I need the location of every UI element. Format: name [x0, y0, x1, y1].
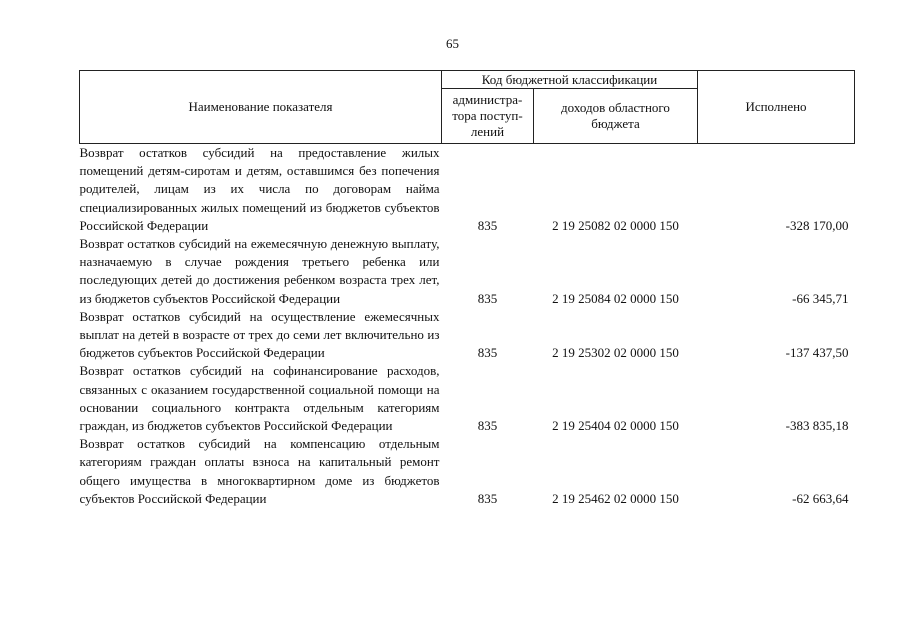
table-row: [80, 144, 855, 236]
row-budget-code: 2 19 25404 02 0000 150: [552, 418, 679, 434]
row-budget-code: 2 19 25462 02 0000 150: [552, 490, 679, 506]
header-budget-classification: Код бюджетной классификации: [442, 71, 698, 89]
row-name: Возврат остатков субсидий на осуществление ежемесячных выплат на детей в возрасте от трех до семи лет включительно из бюджетов субъектов Российской Федерации: [79, 308, 440, 361]
table-row: [80, 362, 855, 435]
row-name: Возврат остатков субсидий на компенсацию отдельным категориям граждан оплаты взноса на капитальный ремонт общего имущества в многоквартирном доме из бюджетов субъектов Российской Федерации: [79, 436, 440, 506]
row-name: Возврат остатков субсидий на софинансирование расходов, связанных с оказанием государственной социальной помощи на основании социального контракта отдельным категориям граждан, из бюджетов субъектов Российской Федерации: [79, 363, 440, 434]
row-administrator-code: 835: [477, 490, 498, 506]
header-administrator-text: администра- тора поступ- лений: [452, 92, 523, 139]
row-executed-amount: -137 437,50: [785, 345, 849, 361]
header-executed: Исполнено: [698, 71, 855, 144]
table-body: [80, 144, 855, 509]
row-administrator-code: 835: [477, 345, 498, 361]
page-number: 65: [446, 36, 459, 51]
row-name: Возврат остатков субсидий на предоставление жилых помещений детям-сиротам и детям, оставшимся без попечения родителей, лицам из их числа по договорам найма специализированных жилых помещений из бюджетов субъектов Российской Федерации: [79, 145, 440, 233]
row-administrator-code: 835: [477, 217, 498, 233]
header-administrator: [442, 89, 534, 144]
row-budget-code: 2 19 25302 02 0000 150: [552, 345, 679, 361]
row-executed-amount: -66 345,71: [792, 290, 849, 306]
header-regional-income: доходов областного бюджета: [534, 89, 698, 144]
table-row: [80, 308, 855, 363]
row-executed-amount: -383 835,18: [785, 418, 849, 434]
table-row: [80, 435, 855, 508]
budget-table: [79, 70, 855, 508]
row-executed-amount: -62 663,64: [792, 490, 849, 506]
row-budget-code: 2 19 25084 02 0000 150: [552, 290, 679, 306]
table-row: [80, 235, 855, 308]
row-budget-code: 2 19 25082 02 0000 150: [552, 217, 679, 233]
row-administrator-code: 835: [477, 418, 498, 434]
row-executed-amount: -328 170,00: [785, 217, 849, 233]
row-name: Возврат остатков субсидий на ежемесячную денежную выплату, назначаемую в случае рождения третьего ребенка или последующих детей до достижения ребенком возраста трех лет, из бюджетов субъектов Российской Федерации: [79, 236, 440, 306]
header-name: Наименование показателя: [80, 71, 442, 144]
table-header: [80, 71, 855, 144]
row-administrator-code: 835: [477, 290, 498, 306]
